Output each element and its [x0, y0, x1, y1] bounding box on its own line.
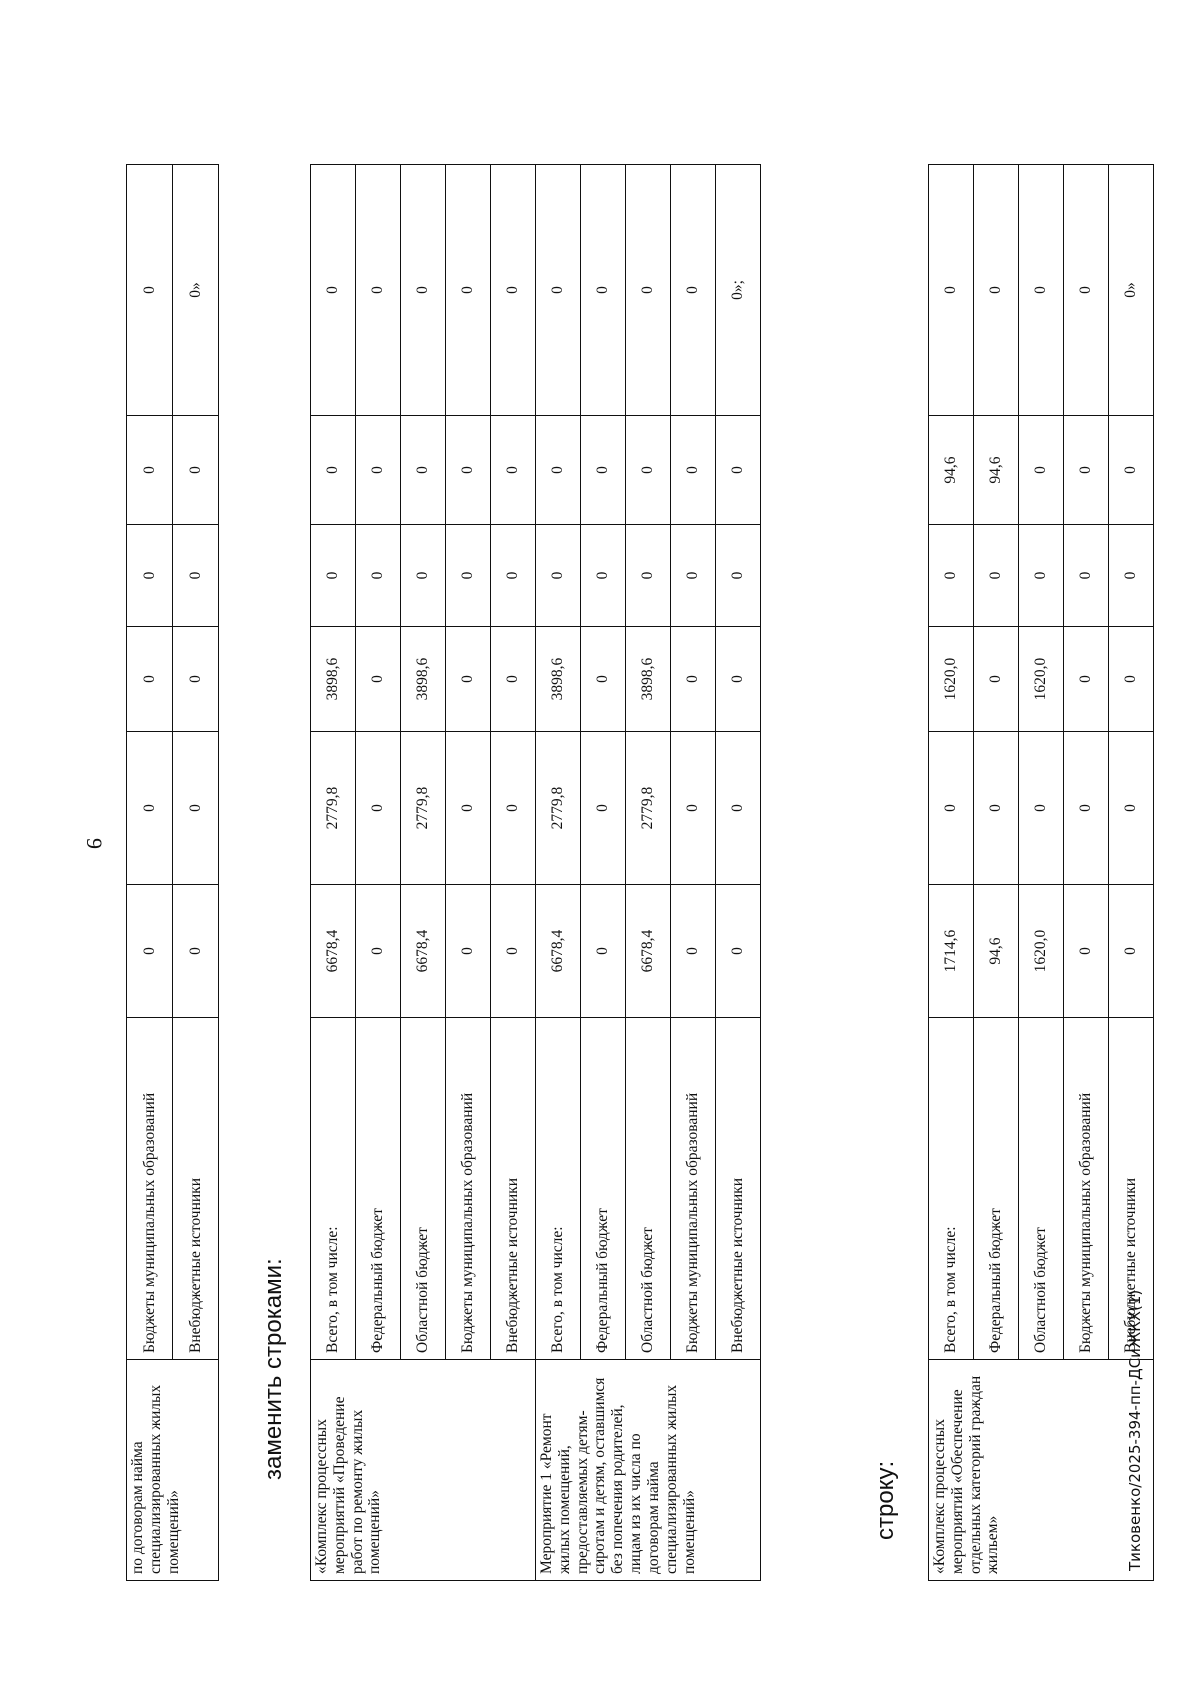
value-cell: 0»;: [716, 165, 761, 416]
value-cell: 2779,8: [536, 732, 581, 885]
funding-source-cell: Бюджеты муниципальных образований: [671, 1018, 716, 1360]
value-cell: 0: [581, 627, 626, 732]
funding-source-cell: Внебюджетные источники: [491, 1018, 536, 1360]
value-cell: 0: [626, 165, 671, 416]
value-cell: 0»: [1109, 165, 1154, 416]
value-cell: 0: [491, 627, 536, 732]
value-cell: 0: [127, 165, 173, 416]
value-cell: 6678,4: [311, 885, 356, 1018]
funding-source-cell: Бюджеты муниципальных образований: [1064, 1018, 1109, 1360]
table-row: [127, 165, 173, 1581]
value-cell: 0: [1064, 165, 1109, 416]
value-cell: 3898,6: [626, 627, 671, 732]
value-cell: 0: [929, 165, 974, 416]
value-cell: 0: [929, 525, 974, 627]
value-cell: 0: [446, 732, 491, 885]
value-cell: 0: [716, 525, 761, 627]
table-new-row: [928, 164, 1154, 1581]
funding-source-cell: Всего, в том числе:: [929, 1018, 974, 1360]
value-cell: 0: [974, 627, 1019, 732]
value-cell: 0: [173, 732, 219, 885]
funding-source-cell: Бюджеты муниципальных образований: [127, 1018, 173, 1360]
funding-source-cell: Внебюджетные источники: [1109, 1018, 1154, 1360]
funding-source-cell: Бюджеты муниципальных образований: [446, 1018, 491, 1360]
value-cell: 0: [491, 732, 536, 885]
row-label-cell: «Комплекс процессных мероприятий «Обеспечение отдельных категорий граждан жильем»: [929, 1360, 1154, 1581]
value-cell: 0: [311, 525, 356, 627]
value-cell: 0: [1019, 416, 1064, 525]
value-cell: 6678,4: [536, 885, 581, 1018]
value-cell: 0: [716, 885, 761, 1018]
funding-source-cell: Внебюджетные источники: [716, 1018, 761, 1360]
value-cell: 0: [127, 416, 173, 525]
value-cell: 0: [1019, 732, 1064, 885]
value-cell: 0: [671, 627, 716, 732]
value-cell: 0: [491, 416, 536, 525]
value-cell: 0: [173, 525, 219, 627]
table-continuation: [126, 164, 219, 1581]
value-cell: 0: [446, 525, 491, 627]
value-cell: 2779,8: [401, 732, 446, 885]
value-cell: 0: [1109, 627, 1154, 732]
value-cell: 0: [716, 627, 761, 732]
funding-source-cell: Областной бюджет: [1019, 1018, 1064, 1360]
table-replacement-rows: [310, 164, 761, 1581]
page-number: 9: [82, 838, 107, 849]
value-cell: 94,6: [929, 416, 974, 525]
funding-source-cell: Федеральный бюджет: [356, 1018, 401, 1360]
value-cell: 0: [671, 416, 716, 525]
value-cell: 6678,4: [626, 885, 671, 1018]
value-cell: 0: [1109, 732, 1154, 885]
value-cell: 0: [1064, 732, 1109, 885]
value-cell: 0: [671, 885, 716, 1018]
value-cell: 0: [127, 885, 173, 1018]
funding-source-cell: Федеральный бюджет: [581, 1018, 626, 1360]
value-cell: 0: [581, 525, 626, 627]
value-cell: 0: [536, 165, 581, 416]
value-cell: 0: [356, 885, 401, 1018]
heading-replace-rows: заменить строками:: [260, 1258, 287, 1480]
value-cell: 0: [1109, 416, 1154, 525]
value-cell: 0: [127, 732, 173, 885]
value-cell: 3898,6: [536, 627, 581, 732]
value-cell: 0: [581, 416, 626, 525]
value-cell: 0: [974, 732, 1019, 885]
value-cell: 0: [127, 525, 173, 627]
funding-source-cell: Всего, в том числе:: [536, 1018, 581, 1360]
value-cell: 0: [356, 732, 401, 885]
value-cell: 0: [491, 165, 536, 416]
funding-source-cell: Внебюджетные источники: [173, 1018, 219, 1360]
value-cell: 0: [536, 416, 581, 525]
value-cell: 0: [1064, 627, 1109, 732]
value-cell: 1620,0: [1019, 627, 1064, 732]
value-cell: 2779,8: [626, 732, 671, 885]
value-cell: 0: [173, 627, 219, 732]
value-cell: 1620,0: [929, 627, 974, 732]
value-cell: 0: [311, 165, 356, 416]
funding-source-cell: Областной бюджет: [626, 1018, 671, 1360]
value-cell: 0: [173, 416, 219, 525]
value-cell: 0: [356, 525, 401, 627]
value-cell: 0: [581, 732, 626, 885]
value-cell: 0: [626, 525, 671, 627]
row-label-cell: Мероприятие 1 «Ремонт жилых помещений, предоставляемых детям-сиротам и детям, оставшимся без попечения родителей, лицам из их числа по договорам найма специализированных жилых помещений»: [536, 1360, 761, 1581]
heading-row: строку:: [872, 1460, 899, 1540]
value-cell: 0: [1064, 416, 1109, 525]
value-cell: 0: [1064, 525, 1109, 627]
value-cell: 0: [1109, 885, 1154, 1018]
value-cell: 0: [1109, 525, 1154, 627]
value-cell: 0: [446, 627, 491, 732]
value-cell: 0: [446, 165, 491, 416]
value-cell: 0: [491, 885, 536, 1018]
value-cell: 0»: [173, 165, 219, 416]
value-cell: 3898,6: [401, 627, 446, 732]
row-label-cell: «Комплекс процессных мероприятий «Проведение работ по ремонту жилых помещений»: [311, 1360, 536, 1581]
value-cell: 0: [127, 627, 173, 732]
value-cell: 0: [626, 416, 671, 525]
table-row: [929, 165, 974, 1581]
value-cell: 0: [974, 525, 1019, 627]
value-cell: 0: [356, 416, 401, 525]
funding-source-cell: Федеральный бюджет: [974, 1018, 1019, 1360]
table-row: [311, 165, 356, 1581]
value-cell: 0: [173, 885, 219, 1018]
value-cell: 0: [581, 885, 626, 1018]
value-cell: 0: [929, 732, 974, 885]
value-cell: 0: [536, 525, 581, 627]
funding-source-cell: Областной бюджет: [401, 1018, 446, 1360]
value-cell: 3898,6: [311, 627, 356, 732]
value-cell: 0: [1019, 165, 1064, 416]
value-cell: 1714,6: [929, 885, 974, 1018]
value-cell: 0: [1019, 525, 1064, 627]
value-cell: 1620,0: [1019, 885, 1064, 1018]
value-cell: 0: [671, 732, 716, 885]
value-cell: 0: [446, 885, 491, 1018]
document-code: Тиковенко/2025-394-пп-ДСиЖКХ(1): [1126, 1289, 1144, 1571]
value-cell: 0: [1064, 885, 1109, 1018]
value-cell: 0: [401, 416, 446, 525]
value-cell: 94,6: [974, 416, 1019, 525]
value-cell: 94,6: [974, 885, 1019, 1018]
value-cell: 0: [974, 165, 1019, 416]
value-cell: 0: [716, 732, 761, 885]
value-cell: 0: [671, 525, 716, 627]
value-cell: 2779,8: [311, 732, 356, 885]
value-cell: 0: [446, 416, 491, 525]
value-cell: 0: [671, 165, 716, 416]
value-cell: 0: [491, 525, 536, 627]
table-row: [536, 165, 581, 1581]
funding-source-cell: Всего, в том числе:: [311, 1018, 356, 1360]
value-cell: 6678,4: [401, 885, 446, 1018]
value-cell: 0: [356, 165, 401, 416]
value-cell: 0: [356, 627, 401, 732]
row-label-cell: по договорам найма специализированных жилых помещений»: [127, 1360, 219, 1581]
value-cell: 0: [581, 165, 626, 416]
value-cell: 0: [716, 416, 761, 525]
value-cell: 0: [311, 416, 356, 525]
value-cell: 0: [401, 525, 446, 627]
value-cell: 0: [401, 165, 446, 416]
